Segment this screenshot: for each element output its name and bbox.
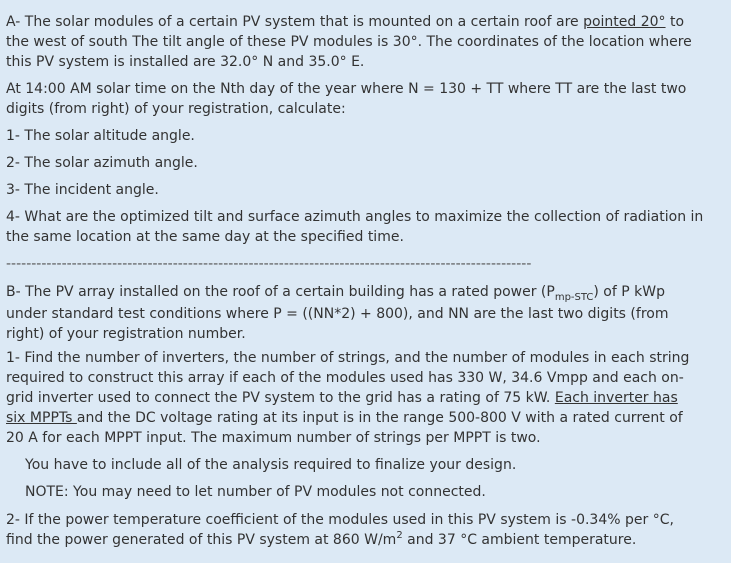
part-b-intro-line-1 [6,282,722,304]
part-a-intro-line-3: this PV system is installed are 32.0° N and 35.0° E. [6,54,365,70]
part-b-question-1 [6,348,722,448]
underlined-text: pointed 20° [583,14,666,30]
part-b-intro [6,282,722,344]
part-a-question-1: 1- The solar altitude angle. [6,128,195,144]
part-a-intro-line-1 [6,12,722,32]
text-span: grid inverter used to connect the PV system to the grid has a rating of 75 kW. [6,390,555,406]
text-span: and the DC voltage rating at its input is in the range 500-800 V with a rated current of [76,410,683,426]
part-a-question-2: 2- The solar azimuth angle. [6,155,198,171]
part-a-time-line-1: At 14:00 AM solar time on the Nth day of the year where N = 130 + TT where TT are the last two [6,81,687,97]
text-span: and 37 °C ambient temperature. [402,532,637,548]
part-b-question-2 [6,510,722,552]
part-b-question-1-line-5: 20 A for each MPPT input. The maximum number of strings per MPPT is two. [6,430,541,446]
part-b-note-2: NOTE: You may need to let number of PV modules not connected. [25,484,486,500]
part-b-question-2-line-2 [6,530,722,552]
part-a-question-3: 3- The incident angle. [6,182,159,198]
part-a-time-line-2: digits (from right) of your registration, calculate: [6,101,346,117]
text-span: find the power generated of this PV system at 860 W/m [6,532,397,548]
part-b-question-1-line-2: required to construct this array if each of the modules used has 330 W, 34.6 Vmpp and each on- [6,370,684,386]
superscript-text: 2 [396,530,403,541]
part-b-note-1: You have to include all of the analysis required to finalize your design. [25,457,517,473]
part-a-question-4-line-1: 4- What are the optimized tilt and surface azimuth angles to maximize the collection of radiation in [6,209,704,225]
part-b-question-1-line-1: 1- Find the number of inverters, the number of strings, and the number of modules in each string [6,350,690,366]
subscript-text: mp-STC [554,292,594,303]
part-a-question-4 [6,207,722,247]
part-a-time-statement [6,79,722,119]
part-b-question-2-line-1: 2- If the power temperature coefficient of the modules used in this PV system is -0.34% per °C, [6,512,674,528]
part-a-intro-line-2: the west of south The tilt angle of these PV modules is 30°. The coordinates of the location where [6,34,692,50]
part-b-intro-line-3: right) of your registration number. [6,326,246,342]
text-span: to [665,14,685,30]
text-span: A- The solar modules of a certain PV system that is mounted on a certain roof are [6,14,584,30]
text-span: ) of P kWp [593,284,665,300]
underlined-text: Each inverter has [554,390,678,406]
part-b-intro-line-2: under standard test conditions where P = ((NN*2) + 800), and NN are the last two digits (from [6,306,669,322]
part-a-question-4-line-2: the same location at the same day at the specified time. [6,229,404,245]
part-b-question-1-line-4 [6,408,722,428]
text-span: B- The PV array installed on the roof of a certain building has a rated power (P [6,284,555,300]
section-divider: -------------------------------------------------------------------------------------------------------- [6,256,532,272]
part-b-question-1-line-3 [6,388,722,408]
underlined-text: six MPPTs [6,410,77,426]
part-a-intro [6,12,722,72]
